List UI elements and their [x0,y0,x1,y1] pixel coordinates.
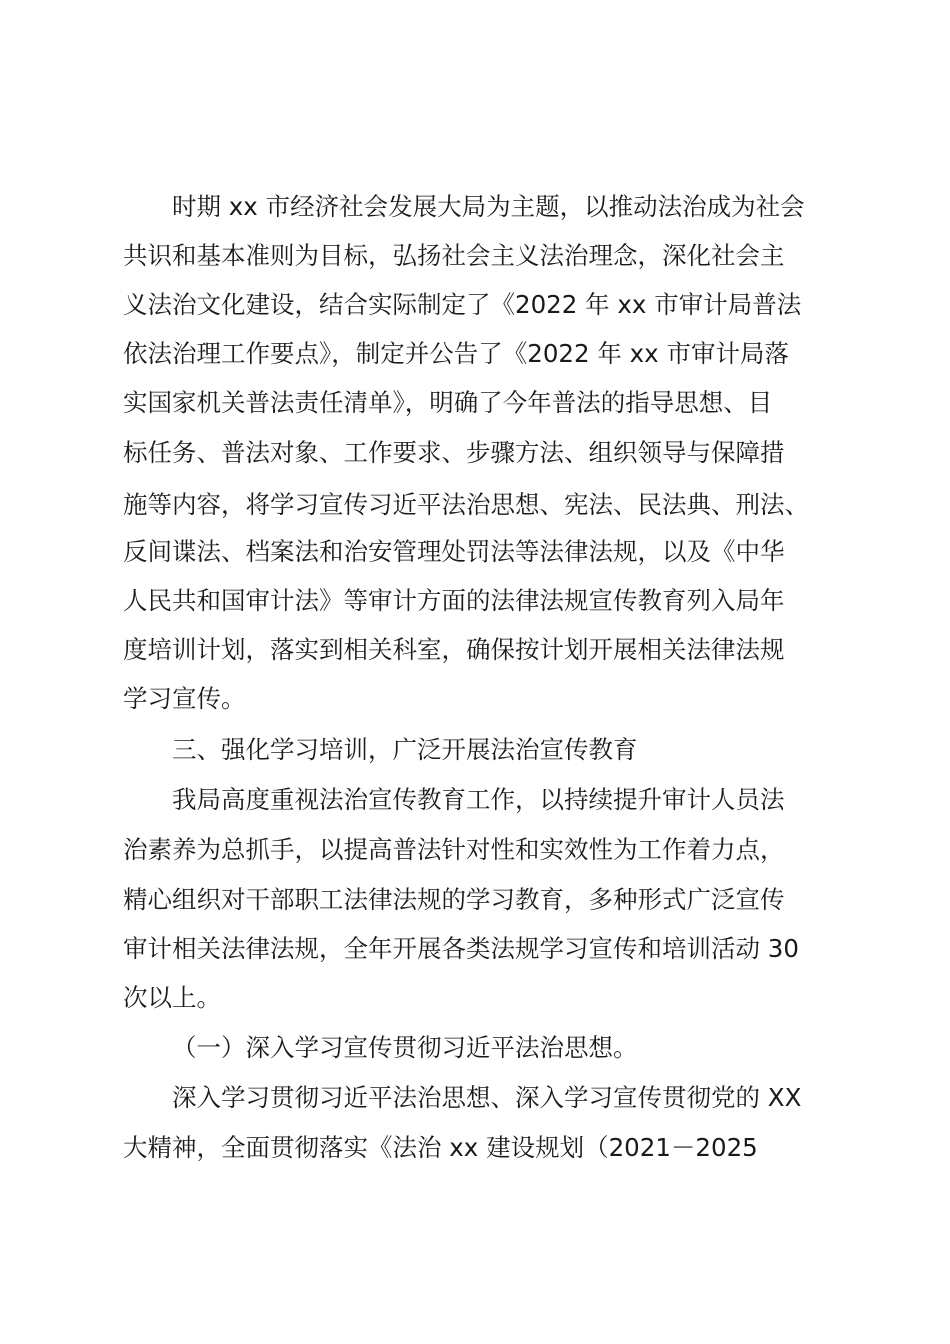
text-line: 次以上。 [123,983,221,1012]
text-line: 学习宣传。 [123,684,246,713]
text-line: 依法治理工作要点》，制定并公告了《2022 年 xx 市审计局落 [123,339,789,368]
text-line: 审计相关法律法规，全年开展各类法规学习宣传和培训活动 30 [123,934,799,963]
text-line: 实国家机关普法责任清单》，明确了今年普法的指导思想、目 [123,388,773,417]
text-line: 施等内容，将学习宣传习近平法治思想、宪法、民法典、刑法、 [123,490,809,519]
text-line: 深入学习贯彻习近平法治思想、深入学习宣传贯彻党的 XX [172,1083,802,1112]
text-line: 共识和基本准则为目标，弘扬社会主义法治理念，深化社会主 [123,241,785,270]
text-line: 反间谍法、档案法和治安管理处罚法等法律法规，以及《中华 [123,537,785,566]
text-line: 时期 xx 市经济社会发展大局为主题，以推动法治成为社会 [172,192,805,221]
text-line: 精心组织对干部职工法律法规的学习教育，多种形式广泛宣传 [123,885,785,914]
text-line: 我局高度重视法治宣传教育工作，以持续提升审计人员法 [172,785,785,814]
text-line: 大精神，全面贯彻落实《法治 xx 建设规划（2021－2025 [123,1133,758,1162]
subsection-heading: （一）深入学习宣传贯彻习近平法治思想。 [172,1033,638,1062]
text-line: 人民共和国审计法》等审计方面的法律法规宣传教育列入局年 [123,586,785,615]
section-heading: 三、强化学习培训，广泛开展法治宣传教育 [172,735,638,764]
text-line: 治素养为总抓手，以提高普法针对性和实效性为工作着力点， [123,835,785,864]
text-line: 度培训计划，落实到相关科室，确保按计划开展相关法律法规 [123,635,785,664]
text-line: 义法治文化建设，结合实际制定了《2022 年 xx 市审计局普法 [123,290,802,319]
text-line: 标任务、普法对象、工作要求、步骤方法、组织领导与保障措 [123,438,785,467]
